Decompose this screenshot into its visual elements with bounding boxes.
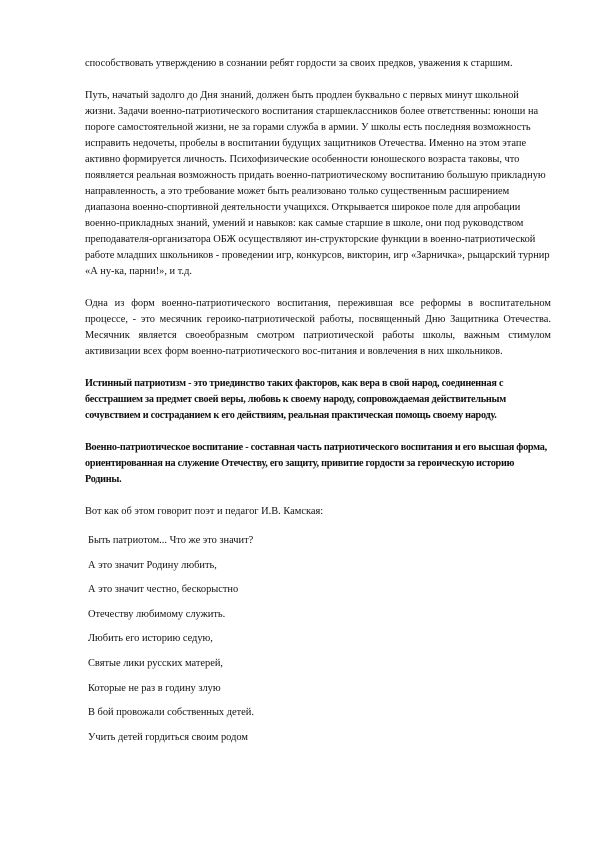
- poem-line: Учить детей гордиться своим родом: [88, 731, 248, 743]
- poem-line: В бой провожали собственных детей.: [88, 707, 254, 719]
- paragraph-patriotic-month: Одна из форм военно-патриотического воспитания, пережившая все реформы в воспитательном процессе, - это месячник героико-патриотической работы, посвященный Дню Защитника Отечества. Месячник является своеобразным смотром патриотической работы школы, важным стимулом активизации всех форм военно-патриотического вос-питания и вовлечения в них школьников.: [85, 298, 551, 357]
- document-page: [85, 56, 551, 754]
- poem-line: Отечеству любимому служить.: [88, 608, 226, 620]
- poem-intro: Вот как об этом говорит поэт и педагог И.В. Камская:: [85, 506, 324, 517]
- paragraph-true-patriotism: Истинный патриотизм - это триединство таких факторов, как вера в свой народ, соединенная с бесстрашием за предмет своей веры, любовь к своему народу, сопровождаемая действительным сочувствием и состраданием к его действиям, реальная практическая помощь своему народу.: [85, 378, 506, 421]
- poem-line: Быть патриотом... Что же это значит?: [88, 535, 254, 546]
- poem-line: А это значит Родину любить,: [88, 559, 217, 571]
- poem: [85, 533, 551, 745]
- paragraph-senior-students: Путь, начатый задолго до Дня знаний, должен быть продлен буквально с первых минут школьной жизни. Задачи военно-патриотического воспитания старшеклассников более ответственны: юноши на пороге самостоятельной жизни, не за горами служба в армии. У школы есть последняя возможность исправить недочеты, пробелы в воспитании будущих защитников Отечества. Именно на этом этапе активно формируется личность. Психофизические особенности юношеского возраста таковы, что появляется реальная возможность придать военно-патриотическому воспитанию большую прикладную направленность, а это требование может быть реализовано только существенным расширением диапазона военно-спортивной деятельности учащихся. Открывается широкое поле для апробации военно-прикладных знаний, умений и навыков: как самые старшие в школе, они под руководством преподавателя-организатора ОБЖ осуществляют ин-структорские функции в военно-патриотической работе младших школьников - проведении игр, конкурсов, викторин, игр «Зарничка», рыцарский турнир «А ну-ка, парни!», и т.д.: [85, 90, 550, 277]
- poem-line: А это значит честно, бескорыстно: [88, 584, 239, 596]
- poem-line: Которые не раз в годину злую: [88, 682, 221, 694]
- poem-line: Святые лики русских матерей,: [88, 657, 224, 669]
- poem-line: Любить его историю седую,: [88, 633, 213, 645]
- paragraph-continuation: способствовать утверждению в сознании ребят гордости за своих предков, уважения к старшим.: [85, 58, 513, 69]
- paragraph-military-education: Военно-патриотическое воспитание - составная часть патриотического воспитания и его высшая форма, ориентированная на служение Отечеству, его защиту, привитие гордости за героическую историю Родины.: [85, 442, 547, 485]
